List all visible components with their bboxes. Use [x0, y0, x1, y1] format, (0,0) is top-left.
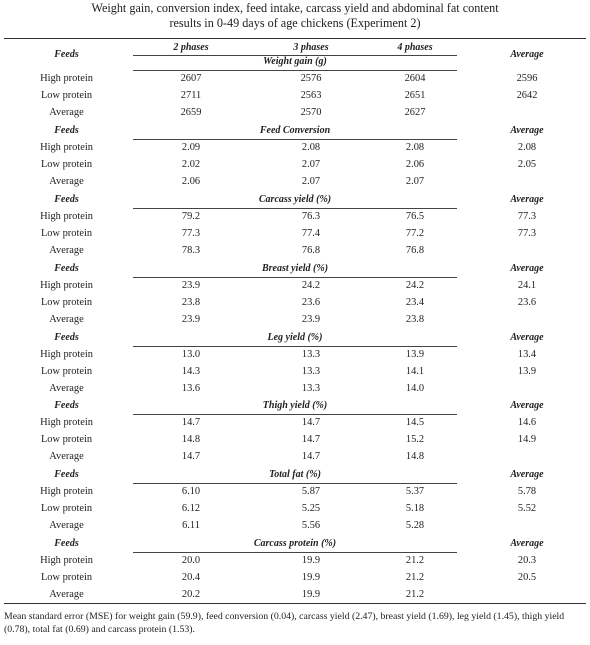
- cell-three-phases: 24.2: [301, 280, 321, 291]
- cell-two-phases: 14.7: [181, 451, 201, 463]
- cell-average: 77.3: [517, 211, 537, 222]
- section-average-label: Average: [510, 538, 544, 549]
- section-underline: [133, 139, 457, 140]
- row-label: High protein: [40, 73, 93, 84]
- cell-four-phases: 5.18: [405, 503, 425, 515]
- row-label: High protein: [40, 555, 93, 566]
- cell-two-phases: 20.4: [181, 572, 201, 584]
- cell-three-phases: 76.3: [301, 211, 321, 222]
- cell-two-phases: 13.6: [181, 383, 201, 395]
- cell-two-phases: 2659: [180, 107, 202, 119]
- cell-three-phases: 2.07: [301, 176, 321, 188]
- cell-three-phases: 13.3: [301, 366, 321, 378]
- cell-average: 2.05: [517, 159, 537, 171]
- row-label: Average: [49, 245, 84, 257]
- cell-three-phases: 19.9: [301, 589, 321, 601]
- cell-two-phases: 13.0: [181, 349, 201, 360]
- section-title: Thigh yield (%): [262, 400, 328, 411]
- cell-four-phases: 14.8: [405, 451, 425, 463]
- section-underline: [133, 414, 457, 415]
- row-label: High protein: [40, 211, 93, 222]
- section-average-label: Average: [510, 332, 544, 343]
- cell-average: 13.9: [517, 366, 537, 378]
- feeds-column-header: Feeds: [54, 49, 79, 60]
- section-feeds-label: Feeds: [54, 194, 79, 205]
- cell-three-phases: 77.4: [301, 228, 321, 240]
- cell-three-phases: 2563: [300, 90, 322, 102]
- row-label: High protein: [40, 280, 93, 291]
- section-title: Weight gain (g): [263, 56, 327, 67]
- cell-average: 5.78: [517, 486, 537, 497]
- cell-two-phases: 20.0: [181, 555, 201, 566]
- row-label: Average: [49, 176, 84, 188]
- cell-two-phases: 2.09: [181, 142, 201, 153]
- cell-four-phases: 14.1: [405, 366, 425, 378]
- row-label: High protein: [40, 486, 93, 497]
- two-phases-column-header: 2 phases: [173, 42, 209, 53]
- section-feeds-label: Feeds: [54, 538, 79, 549]
- section-feeds-label: Feeds: [54, 263, 79, 274]
- cell-four-phases: 14.0: [405, 383, 425, 395]
- cell-three-phases: 14.7: [301, 451, 321, 463]
- top-rule: [4, 38, 586, 39]
- section-title: Leg yield (%): [267, 332, 323, 343]
- section-underline: [133, 70, 457, 71]
- cell-average: 24.1: [517, 280, 537, 291]
- cell-four-phases: 24.2: [405, 280, 425, 291]
- cell-four-phases: 2604: [404, 73, 426, 84]
- section-title: Carcass protein (%): [253, 538, 337, 549]
- footnote: Mean standard error (MSE) for weight gain (59.9), feed conversion (0.04), carcass yield (2.47), breast yield (1.69), leg yield (1.45), thigh yield (0.78), total fat (0.69) and carcass protein (1.53).: [4, 611, 565, 635]
- cell-two-phases: 2607: [180, 73, 202, 84]
- three-phases-column-header: 3 phases: [293, 42, 329, 53]
- section-underline: [133, 552, 457, 553]
- cell-two-phases: 14.7: [181, 417, 201, 428]
- section-average-label: Average: [510, 400, 544, 411]
- cell-three-phases: 2570: [300, 107, 322, 119]
- row-label: Average: [49, 520, 84, 532]
- cell-four-phases: 21.2: [405, 555, 425, 566]
- row-label: Low protein: [40, 572, 93, 584]
- cell-three-phases: 5.56: [301, 520, 321, 532]
- section-underline: [133, 483, 457, 484]
- cell-average: 5.52: [517, 503, 537, 515]
- cell-four-phases: 21.2: [405, 572, 425, 584]
- section-feeds-label: Feeds: [54, 400, 79, 411]
- cell-two-phases: 2.06: [181, 176, 201, 188]
- row-label: High protein: [40, 349, 93, 360]
- cell-average: 2596: [516, 73, 538, 84]
- cell-three-phases: 23.6: [301, 297, 321, 309]
- cell-four-phases: 76.5: [405, 211, 425, 222]
- cell-four-phases: 21.2: [405, 589, 425, 601]
- section-title: Breast yield (%): [261, 263, 329, 274]
- cell-average: 2642: [516, 90, 538, 102]
- section-average-label: Average: [510, 125, 544, 136]
- table-title-line-1: Weight gain, conversion index, feed intake, carcass yield and abdominal fat content: [91, 1, 499, 15]
- average-column-header: Average: [510, 49, 544, 60]
- cell-average: 23.6: [517, 297, 537, 309]
- row-label: Average: [49, 383, 84, 395]
- cell-two-phases: 20.2: [181, 589, 201, 601]
- cell-two-phases: 23.9: [181, 280, 201, 291]
- section-underline: [133, 346, 457, 347]
- row-label: High protein: [40, 417, 93, 428]
- section-feeds-label: Feeds: [54, 125, 79, 136]
- cell-average: 2.08: [517, 142, 537, 153]
- cell-two-phases: 23.9: [181, 314, 201, 326]
- cell-two-phases: 6.11: [182, 520, 200, 532]
- cell-three-phases: 14.7: [301, 434, 321, 446]
- section-average-label: Average: [510, 263, 544, 274]
- section-title: Carcass yield (%): [258, 194, 332, 205]
- section-average-label: Average: [510, 194, 544, 205]
- cell-two-phases: 14.8: [181, 434, 201, 446]
- row-label: Low protein: [40, 159, 93, 171]
- cell-two-phases: 6.12: [181, 503, 201, 515]
- cell-average: 14.6: [517, 417, 537, 428]
- row-label: High protein: [40, 142, 93, 153]
- row-label: Low protein: [40, 434, 93, 446]
- cell-two-phases: 2.02: [181, 159, 201, 171]
- cell-three-phases: 76.8: [301, 245, 321, 257]
- row-label: Average: [49, 451, 84, 463]
- section-feeds-label: Feeds: [54, 469, 79, 480]
- row-label: Low protein: [40, 90, 93, 102]
- row-label: Average: [49, 314, 84, 326]
- cell-average: 20.3: [517, 555, 537, 566]
- cell-two-phases: 79.2: [181, 211, 201, 222]
- row-label: Average: [49, 107, 84, 119]
- row-label: Average: [49, 589, 84, 601]
- bottom-rule: [4, 603, 586, 604]
- section-average-label: Average: [510, 469, 544, 480]
- cell-three-phases: 5.25: [301, 503, 321, 515]
- section-feeds-label: Feeds: [54, 332, 79, 343]
- cell-two-phases: 14.3: [181, 366, 201, 378]
- row-label: Low protein: [40, 366, 93, 378]
- row-label: Low protein: [40, 228, 93, 240]
- cell-three-phases: 23.9: [301, 314, 321, 326]
- cell-four-phases: 77.2: [405, 228, 425, 240]
- row-label: Low protein: [40, 503, 93, 515]
- cell-average: 14.9: [517, 434, 537, 446]
- cell-four-phases: 14.5: [405, 417, 425, 428]
- cell-two-phases: 6.10: [181, 486, 201, 497]
- four-phases-column-header: 4 phases: [397, 42, 433, 53]
- cell-average: 20.5: [517, 572, 537, 584]
- cell-four-phases: 5.37: [405, 486, 425, 497]
- section-title: Total fat (%): [269, 469, 321, 480]
- cell-four-phases: 2651: [404, 90, 426, 102]
- cell-three-phases: 2.07: [301, 159, 321, 171]
- cell-four-phases: 2.06: [405, 159, 425, 171]
- row-label: Low protein: [40, 297, 93, 309]
- cell-three-phases: 2576: [300, 73, 322, 84]
- cell-four-phases: 15.2: [405, 434, 425, 446]
- cell-four-phases: 23.8: [405, 314, 425, 326]
- cell-two-phases: 78.3: [181, 245, 201, 257]
- section-underline: [133, 208, 457, 209]
- cell-three-phases: 2.08: [301, 142, 321, 153]
- section-title: Feed Conversion: [259, 125, 331, 136]
- cell-four-phases: 2.07: [405, 176, 425, 188]
- cell-two-phases: 2711: [180, 90, 202, 102]
- cell-three-phases: 5.87: [301, 486, 321, 497]
- cell-three-phases: 14.7: [301, 417, 321, 428]
- header-underline: [133, 55, 457, 56]
- cell-four-phases: 23.4: [405, 297, 425, 309]
- cell-two-phases: 23.8: [181, 297, 201, 309]
- cell-two-phases: 77.3: [181, 228, 201, 240]
- cell-four-phases: 2627: [404, 107, 426, 119]
- section-underline: [133, 277, 457, 278]
- cell-three-phases: 13.3: [301, 349, 321, 360]
- cell-average: 13.4: [517, 349, 537, 360]
- cell-four-phases: 13.9: [405, 349, 425, 360]
- table-title: [0, 1, 590, 31]
- cell-three-phases: 13.3: [301, 383, 321, 395]
- cell-average: 77.3: [517, 228, 537, 240]
- table-title-line-2: results in 0-49 days of age chickens (Experiment 2): [169, 16, 421, 30]
- cell-three-phases: 19.9: [301, 555, 321, 566]
- cell-three-phases: 19.9: [301, 572, 321, 584]
- cell-four-phases: 5.28: [405, 520, 425, 532]
- cell-four-phases: 2.08: [405, 142, 425, 153]
- cell-four-phases: 76.8: [405, 245, 425, 257]
